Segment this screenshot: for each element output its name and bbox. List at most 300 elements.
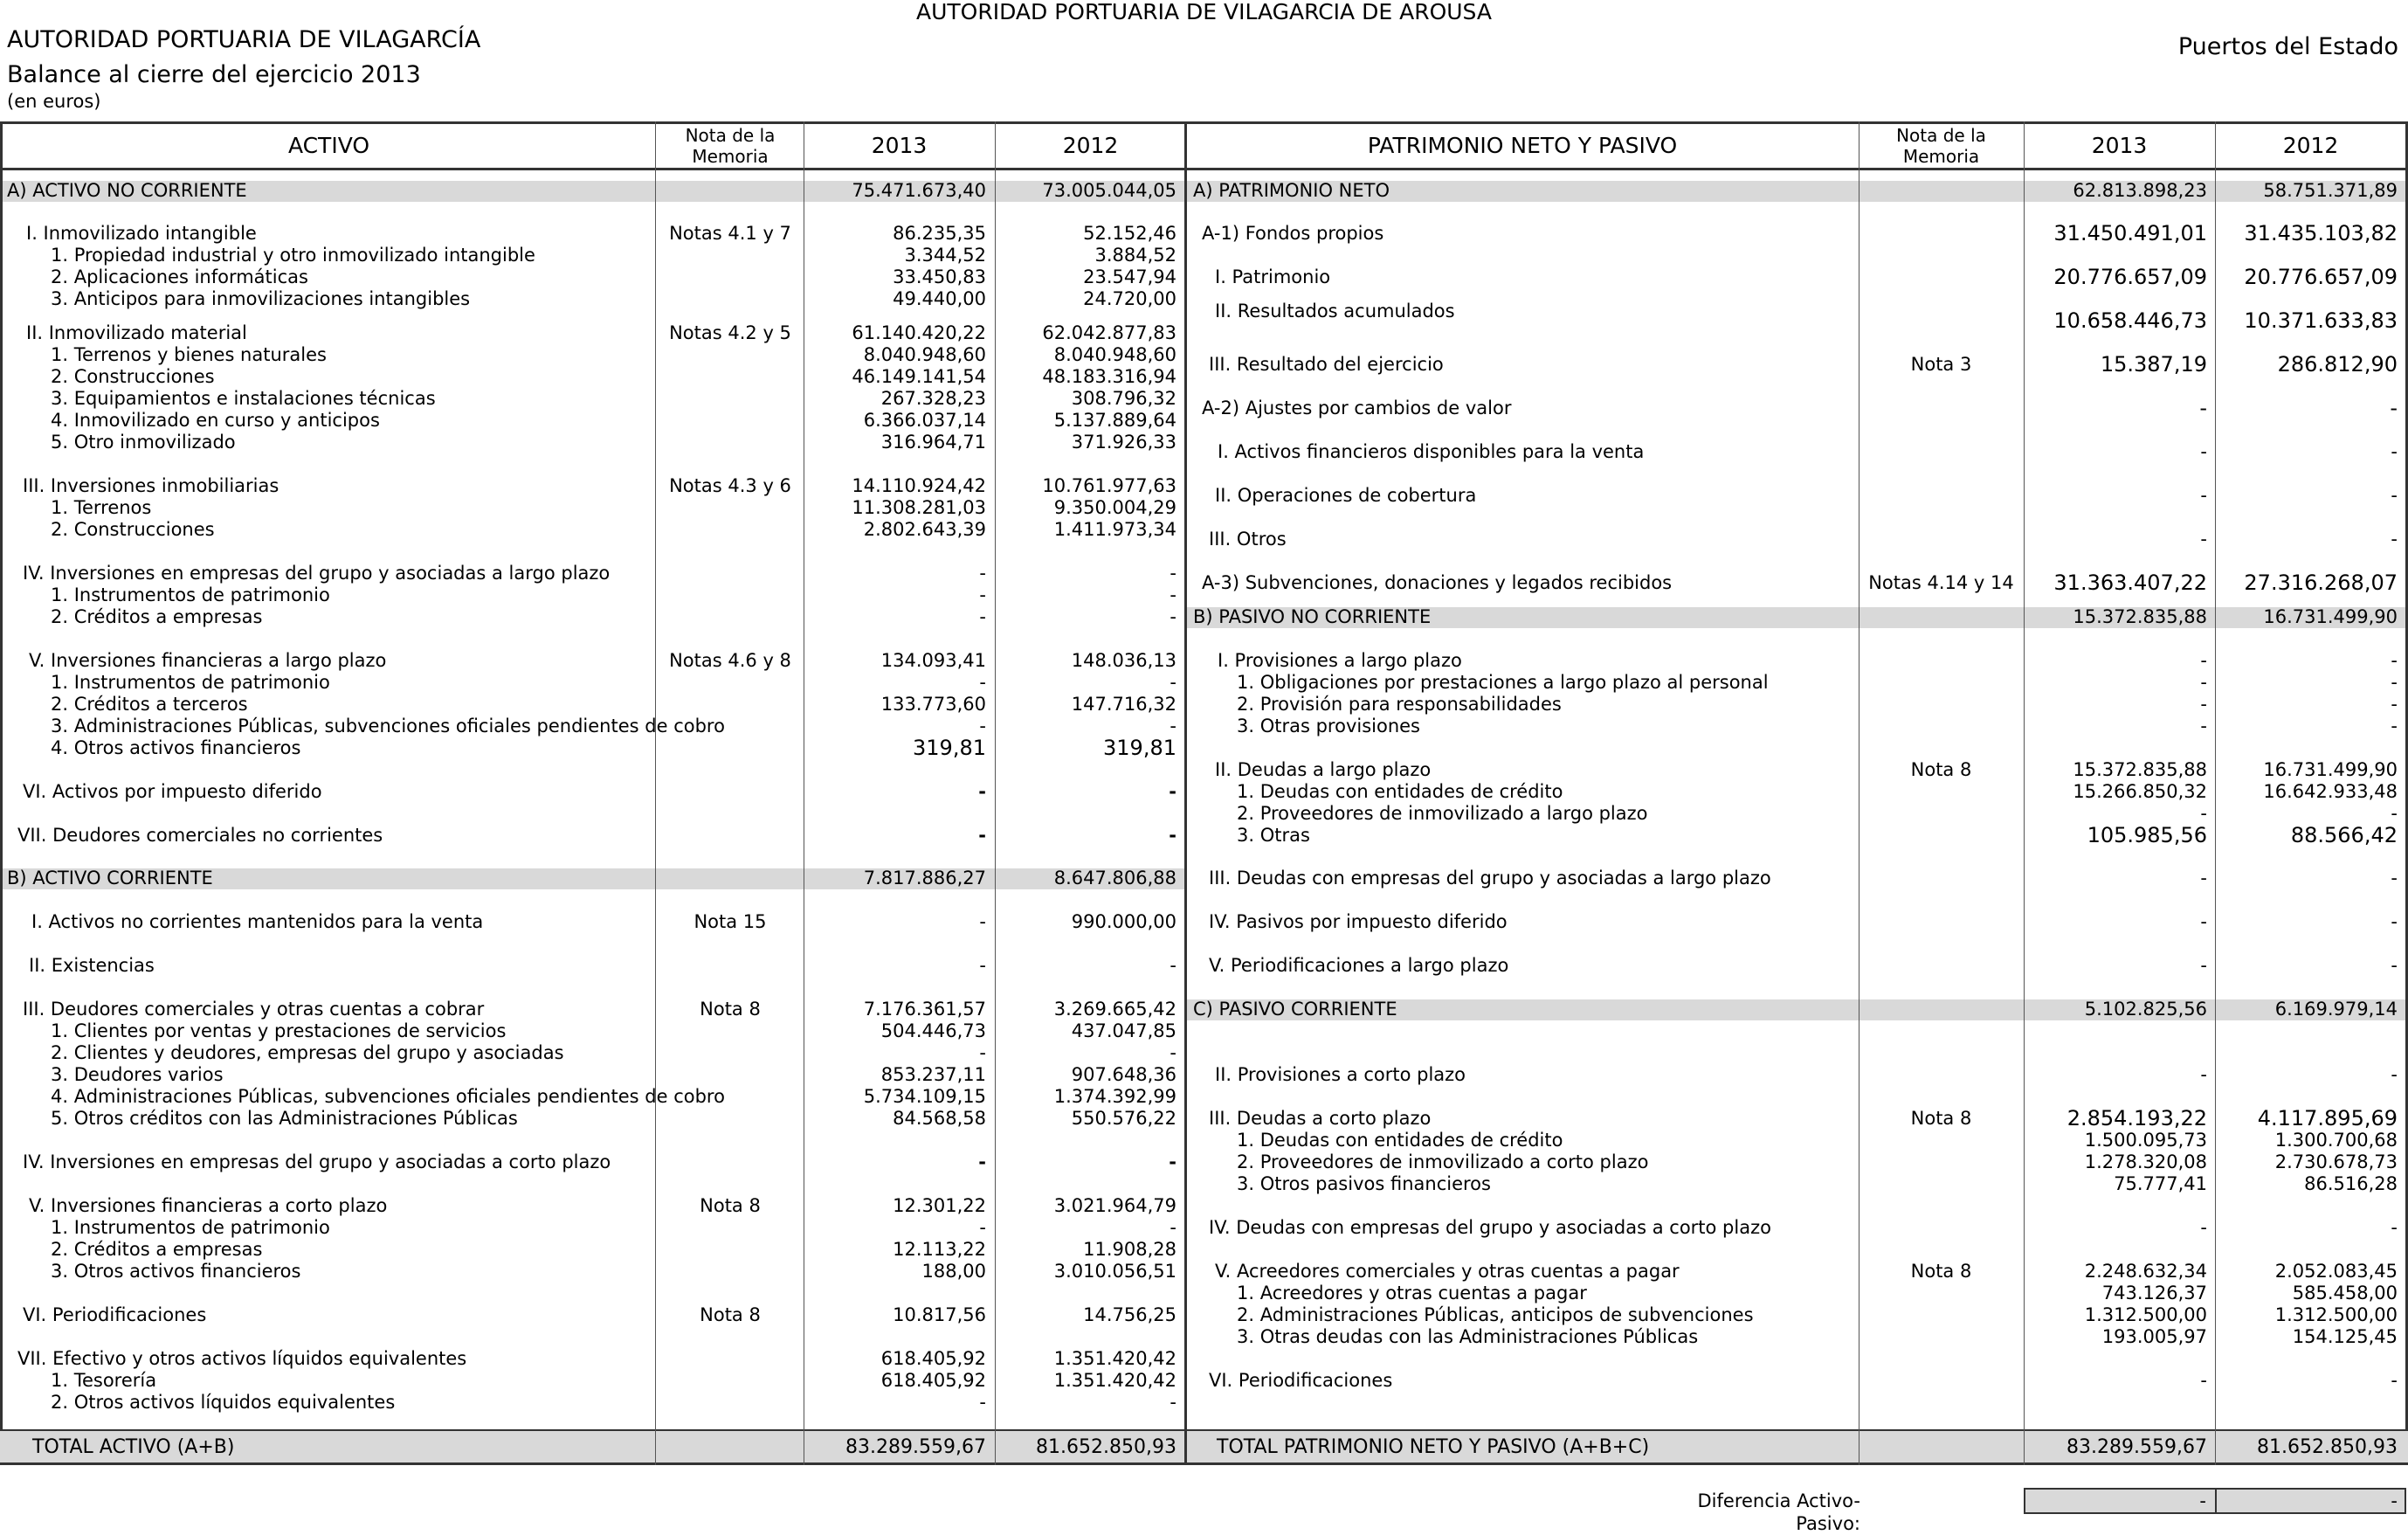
row-label: B) ACTIVO CORRIENTE	[7, 868, 213, 889]
row-value-2012: 3.269.665,42	[1053, 999, 1176, 1020]
row-label: 1. Terrenos y bienes naturales	[51, 344, 327, 365]
row-value-2012: -	[1170, 672, 1176, 693]
row-value-2012: 58.751.371,89	[2263, 180, 2398, 201]
row-label: IV. Inversiones en empresas del grupo y asociadas a corto plazo	[23, 1151, 611, 1172]
row-value-2013: 7.176.361,57	[863, 999, 986, 1020]
row-value-2012: 437.047,85	[1071, 1020, 1176, 1041]
row-label: V. Periodificaciones a largo plazo	[1209, 955, 1509, 976]
row-value-2012: 24.720,00	[1083, 288, 1176, 309]
row-value-2013: -	[979, 716, 986, 736]
table-row	[0, 1392, 2408, 1414]
row-value-2013: -	[2200, 485, 2207, 506]
row-label: II. Inmovilizado material	[26, 322, 247, 343]
row-label: 1. Clientes por ventas y prestaciones de servicios	[51, 1020, 507, 1041]
table-row	[0, 1348, 2408, 1370]
row-label: A-1) Fondos propios	[1202, 223, 1384, 244]
row-value-2012: -	[1169, 1151, 1176, 1172]
row-value-2013: -	[978, 825, 986, 846]
table-row	[0, 223, 2408, 245]
row-value-2012: -	[2391, 485, 2398, 506]
row-value-2012: -	[1170, 1392, 1176, 1413]
row-value-2012: -	[1170, 606, 1176, 627]
row-value-2012: 16.731.499,90	[2263, 759, 2398, 780]
issuer-label: Puertos del Estado	[2177, 33, 2398, 60]
row-value-2012: -	[1169, 781, 1176, 802]
row-value-2013: -	[2200, 529, 2207, 550]
total-activo-label: TOTAL ACTIVO (A+B)	[32, 1436, 235, 1458]
table-row	[0, 1304, 2408, 1326]
row-label: 2. Administraciones Públicas, anticipos de subvenciones	[1237, 1304, 1754, 1325]
row-label: 1. Instrumentos de patrimonio	[51, 584, 330, 605]
row-value-2012: -	[2391, 955, 2398, 976]
row-value-2012: 3.884,52	[1094, 245, 1176, 266]
row-label: A) PATRIMONIO NETO	[1193, 180, 1390, 201]
row-nota: Notas 4.6 y 8	[669, 650, 791, 671]
row-value-2012: -	[2391, 694, 2398, 715]
row-value-2013: 5.734.109,15	[863, 1086, 986, 1107]
row-value-2013: 8.040.948,60	[863, 344, 986, 365]
row-value-2012: -	[1170, 584, 1176, 605]
column-header-pasivo: PATRIMONIO NETO Y PASIVO	[1367, 133, 1678, 158]
row-label: 3. Equipamientos e instalaciones técnicas	[51, 388, 436, 409]
row-label: IV. Pasivos por impuesto diferido	[1209, 911, 1508, 932]
table-row	[0, 737, 2408, 759]
table-row	[0, 1261, 2408, 1283]
row-label: I. Inmovilizado intangible	[26, 223, 257, 244]
row-value-2012: 86.516,28	[2304, 1173, 2398, 1194]
row-value-2012: 585.458,00	[2292, 1283, 2398, 1303]
table-row	[0, 1020, 2408, 1042]
row-value-2013: 75.777,41	[2114, 1173, 2207, 1194]
row-value-2012: -	[1170, 1042, 1176, 1063]
table-row	[0, 266, 2408, 288]
row-value-2012: 8.647.806,88	[1053, 868, 1176, 889]
row-nota: Notas 4.1 y 7	[669, 223, 791, 244]
row-value-2012: 27.316.268,07	[2244, 570, 2398, 595]
row-label: 2. Provisión para responsabilidades	[1237, 694, 1562, 715]
column-header-2012-left: 2012	[1062, 133, 1119, 158]
table-row	[0, 310, 2408, 332]
totals-divider	[0, 1429, 2408, 1431]
row-label: 3. Otros activos financieros	[51, 1261, 301, 1282]
table-row	[0, 1086, 2408, 1108]
row-value-2013: 1.500.095,73	[2084, 1130, 2207, 1151]
row-label: 2. Créditos a empresas	[51, 1239, 263, 1260]
table-row	[0, 441, 2408, 463]
row-value-2012: 73.005.044,05	[1042, 180, 1176, 201]
row-value-2013: -	[979, 563, 986, 584]
table-row	[0, 529, 2408, 550]
row-value-2012: -	[1170, 563, 1176, 584]
table-row	[0, 672, 2408, 694]
row-value-2013: 743.126,37	[2101, 1283, 2207, 1303]
table-row	[0, 1195, 2408, 1217]
row-value-2012: 52.152,46	[1083, 223, 1176, 244]
row-value-2013: 133.773,60	[880, 694, 986, 715]
row-label: II. Provisiones a corto plazo	[1215, 1064, 1466, 1085]
row-value-2013: 15.372.835,88	[2073, 759, 2207, 780]
row-value-2013: -	[2200, 694, 2207, 715]
row-label: I. Activos financieros disponibles para la venta	[1218, 441, 1645, 462]
row-label: 2. Construcciones	[51, 519, 215, 540]
diferencia-box	[2024, 1488, 2406, 1514]
row-value-2012: -	[2391, 716, 2398, 736]
row-label: 2. Créditos a empresas	[51, 606, 263, 627]
row-value-2013: -	[978, 1151, 986, 1172]
row-value-2013: -	[2200, 1217, 2207, 1238]
row-value-2013: -	[2200, 1064, 2207, 1085]
row-value-2012: 8.040.948,60	[1053, 344, 1176, 365]
row-label: V. Acreedores comerciales y otras cuentas a pagar	[1215, 1261, 1680, 1282]
row-label: IV. Deudas con empresas del grupo y asociadas a corto plazo	[1209, 1217, 1771, 1238]
row-label: 5. Otro inmovilizado	[51, 432, 236, 453]
table-row	[0, 1130, 2408, 1151]
row-value-2013: 316.964,71	[880, 432, 986, 453]
row-nota: Nota 3	[1910, 354, 1972, 375]
row-value-2012: 4.117.895,69	[2257, 1106, 2398, 1131]
row-label: 1. Terrenos	[51, 497, 152, 518]
table-row	[0, 694, 2408, 716]
row-value-2012: 88.566,42	[2290, 823, 2398, 847]
row-value-2012: 1.374.392,99	[1053, 1086, 1176, 1107]
row-value-2013: 267.328,23	[880, 388, 986, 409]
table-row	[0, 1042, 2408, 1064]
row-label: 1. Acreedores y otras cuentas a pagar	[1237, 1283, 1587, 1303]
row-value-2012: 16.642.933,48	[2263, 781, 2398, 802]
row-value-2012: 1.351.420,42	[1053, 1348, 1176, 1369]
column-header-2013-left: 2013	[871, 133, 928, 158]
row-value-2012: 31.435.103,82	[2244, 221, 2398, 245]
row-label: 4. Otros activos financieros	[51, 737, 301, 758]
row-value-2012: 1.300.700,68	[2274, 1130, 2398, 1151]
row-label: 2. Clientes y deudores, empresas del grupo y asociadas	[51, 1042, 564, 1063]
total-pasivo-2013: 83.289.559,67	[2066, 1436, 2207, 1458]
row-value-2013: -	[979, 911, 986, 932]
row-value-2012: -	[2391, 441, 2398, 462]
row-label: II. Deudas a largo plazo	[1215, 759, 1432, 780]
section-row	[0, 999, 2408, 1020]
row-value-2013: -	[2200, 955, 2207, 976]
row-value-2013: 10.658.446,73	[2053, 308, 2207, 333]
row-value-2013: 618.405,92	[880, 1370, 986, 1391]
row-nota: Nota 8	[1910, 1108, 1972, 1129]
row-value-2013: 75.471.673,40	[852, 180, 986, 201]
row-label: 5. Otros créditos con las Administraciones Públicas	[51, 1108, 518, 1129]
row-value-2013: -	[2200, 672, 2207, 693]
units-note: (en euros)	[7, 91, 101, 112]
column-header-2012-right: 2012	[2282, 133, 2339, 158]
row-value-2012: 62.042.877,83	[1042, 322, 1176, 343]
row-value-2013: -	[2200, 911, 2207, 932]
section-row	[0, 606, 2408, 628]
table-row	[0, 354, 2408, 376]
row-value-2013: -	[979, 584, 986, 605]
row-nota: Nota 8	[700, 1304, 761, 1325]
row-value-2013: 134.093,41	[880, 650, 986, 671]
row-value-2012: -	[2391, 1217, 2398, 1238]
row-label: A-3) Subvenciones, donaciones y legados recibidos	[1202, 572, 1673, 593]
row-value-2013: 46.149.141,54	[852, 366, 986, 387]
row-value-2013: 319,81	[913, 736, 986, 760]
row-label: 2. Otros activos líquidos equivalentes	[51, 1392, 396, 1413]
row-value-2012: -	[1170, 716, 1176, 736]
row-value-2013: 31.363.407,22	[2053, 570, 2207, 595]
table-row	[0, 1064, 2408, 1086]
document-org-title: AUTORIDAD PORTUARIA DE VILAGARCIA DE AROUSA	[916, 0, 1492, 24]
row-value-2012: 6.169.979,14	[2274, 999, 2398, 1020]
table-row	[0, 781, 2408, 803]
row-label: 1. Obligaciones por prestaciones a largo plazo al personal	[1237, 672, 1769, 693]
row-label: 4. Administraciones Públicas, subvenciones oficiales pendientes de cobro	[51, 1086, 725, 1107]
row-value-2012: -	[2391, 803, 2398, 824]
row-label: 1. Propiedad industrial y otro inmovilizado intangible	[51, 245, 535, 266]
row-value-2013: 6.366.037,14	[863, 410, 986, 431]
row-label: 1. Instrumentos de patrimonio	[51, 1217, 330, 1238]
header-divider	[0, 168, 2408, 170]
row-value-2013: 20.776.657,09	[2053, 265, 2207, 289]
row-value-2013: -	[2200, 868, 2207, 889]
row-label: III. Resultado del ejercicio	[1209, 354, 1444, 375]
row-value-2013: 15.266.850,32	[2073, 781, 2207, 802]
total-activo-2013: 83.289.559,67	[845, 1436, 986, 1458]
row-label: VII. Deudores comerciales no corrientes	[17, 825, 383, 846]
row-value-2012: 319,81	[1103, 736, 1176, 760]
row-value-2013: -	[979, 1042, 986, 1063]
table-row	[0, 716, 2408, 737]
row-value-2012: 20.776.657,09	[2244, 265, 2398, 289]
row-label: III. Inversiones inmobiliarias	[23, 475, 279, 496]
row-value-2013: 31.450.491,01	[2053, 221, 2207, 245]
row-value-2012: 308.796,32	[1071, 388, 1176, 409]
row-label: III. Otros	[1209, 529, 1287, 550]
total-pasivo-2012: 81.652.850,93	[2257, 1436, 2398, 1458]
row-label: 2. Aplicaciones informáticas	[51, 266, 308, 287]
row-label: VI. Activos por impuesto diferido	[23, 781, 322, 802]
table-row	[0, 911, 2408, 933]
row-label: VI. Periodificaciones	[23, 1304, 207, 1325]
row-value-2012: 1.312.500,00	[2274, 1304, 2398, 1325]
row-value-2012: 907.648,36	[1071, 1064, 1176, 1085]
row-value-2013: -	[978, 781, 986, 802]
row-value-2013: 105.985,56	[2087, 823, 2207, 847]
row-value-2012: -	[2391, 672, 2398, 693]
row-label: I. Patrimonio	[1215, 266, 1331, 287]
row-value-2013: 49.440,00	[893, 288, 986, 309]
row-label: III. Deudores comerciales y otras cuentas a cobrar	[23, 999, 485, 1020]
row-label: 2. Proveedores de inmovilizado a corto plazo	[1237, 1151, 1649, 1172]
totals-row	[0, 1435, 2408, 1460]
row-label: 1. Instrumentos de patrimonio	[51, 672, 330, 693]
row-label: C) PASIVO CORRIENTE	[1193, 999, 1397, 1020]
row-value-2013: 86.235,35	[893, 223, 986, 244]
table-row	[0, 955, 2408, 977]
column-header-activo: ACTIVO	[287, 133, 370, 158]
row-label: 3. Anticipos para inmovilizaciones intangibles	[51, 288, 471, 309]
row-value-2012: 10.761.977,63	[1042, 475, 1176, 496]
row-nota: Notas 4.3 y 6	[669, 475, 791, 496]
row-label: I. Activos no corrientes mantenidos para la venta	[31, 911, 484, 932]
row-value-2012: 1.411.973,34	[1053, 519, 1176, 540]
row-label: III. Deudas con empresas del grupo y asociadas a largo plazo	[1209, 868, 1771, 889]
row-value-2013: 618.405,92	[880, 1348, 986, 1369]
row-value-2013: 15.387,19	[2100, 352, 2207, 377]
row-value-2013: 11.308.281,03	[852, 497, 986, 518]
row-value-2013: 7.817.886,27	[863, 868, 986, 889]
total-activo-2012: 81.652.850,93	[1036, 1436, 1176, 1458]
total-pasivo-label: TOTAL PATRIMONIO NETO Y PASIVO (A+B+C)	[1217, 1436, 1650, 1458]
row-value-2012: 16.731.499,90	[2263, 606, 2398, 627]
table-row	[0, 572, 2408, 594]
row-label: 4. Inmovilizado en curso y anticipos	[51, 410, 380, 431]
row-value-2013: 2.802.643,39	[863, 519, 986, 540]
row-value-2012: -	[1170, 1217, 1176, 1238]
row-label: 3. Otros pasivos financieros	[1237, 1173, 1491, 1194]
row-label: VI. Periodificaciones	[1209, 1370, 1393, 1391]
row-value-2013: -	[2200, 441, 2207, 462]
row-value-2012: -	[1170, 955, 1176, 976]
row-value-2012: 5.137.889,64	[1053, 410, 1176, 431]
row-value-2012: -	[2391, 650, 2398, 671]
table-row	[0, 1151, 2408, 1173]
row-value-2012: 148.036,13	[1071, 650, 1176, 671]
row-nota: Notas 4.2 y 5	[669, 322, 791, 343]
diferencia-2013: -	[2199, 1490, 2206, 1511]
row-nota: Nota 8	[1910, 1261, 1972, 1282]
row-value-2013: 504.446,73	[880, 1020, 986, 1041]
row-value-2012: 2.730.678,73	[2274, 1151, 2398, 1172]
diferencia-label: Diferencia Activo-Pasivo:	[1697, 1490, 1860, 1534]
row-value-2013: 62.813.898,23	[2073, 180, 2207, 201]
row-value-2013: 188,00	[921, 1261, 986, 1282]
row-value-2012: -	[2391, 1064, 2398, 1085]
row-label: B) PASIVO NO CORRIENTE	[1193, 606, 1432, 627]
row-value-2012: 147.716,32	[1071, 694, 1176, 715]
row-value-2012: 1.351.420,42	[1053, 1370, 1176, 1391]
row-value-2012: 23.547,94	[1083, 266, 1176, 287]
row-label: 3. Administraciones Públicas, subvenciones oficiales pendientes de cobro	[51, 716, 725, 736]
row-value-2013: 193.005,97	[2101, 1326, 2207, 1347]
row-value-2013: 12.113,22	[893, 1239, 986, 1260]
row-value-2012: -	[2391, 911, 2398, 932]
row-label: 3. Deudores varios	[51, 1064, 224, 1085]
row-label: V. Inversiones financieras a corto plazo	[29, 1195, 388, 1216]
row-value-2013: 3.344,52	[904, 245, 986, 266]
row-label: 3. Otras deudas con las Administraciones Públicas	[1237, 1326, 1699, 1347]
row-value-2013: -	[979, 1217, 986, 1238]
table-row	[0, 245, 2408, 266]
row-value-2013: 1.278.320,08	[2084, 1151, 2207, 1172]
row-value-2013: 2.854.193,22	[2066, 1106, 2207, 1131]
column-header-nota-right: Nota de la Memoria	[1896, 125, 1986, 167]
row-value-2013: -	[2200, 1370, 2207, 1391]
row-value-2013: 2.248.632,34	[2084, 1261, 2207, 1282]
table-row	[0, 803, 2408, 825]
row-label: V. Inversiones financieras a largo plazo	[29, 650, 387, 671]
row-value-2012: 14.756,25	[1083, 1304, 1176, 1325]
row-value-2013: 10.817,56	[893, 1304, 986, 1325]
row-value-2012: 2.052.083,45	[2274, 1261, 2398, 1282]
row-value-2013: 5.102.825,56	[2084, 999, 2207, 1020]
table-row	[0, 1370, 2408, 1392]
row-value-2012: -	[2390, 396, 2398, 420]
table-row	[0, 398, 2408, 419]
table-row	[0, 650, 2408, 672]
row-label: 2. Créditos a terceros	[51, 694, 248, 715]
table-row	[0, 1108, 2408, 1130]
row-value-2012: 286.812,90	[2277, 352, 2398, 377]
table-row	[0, 1283, 2408, 1304]
row-nota: Nota 8	[1910, 759, 1972, 780]
row-value-2013: 14.110.924,42	[852, 475, 986, 496]
row-value-2013: -	[2200, 716, 2207, 736]
diferencia-2012: -	[2391, 1490, 2398, 1511]
row-value-2013: 84.568,58	[893, 1108, 986, 1129]
row-nota: Nota 8	[700, 999, 761, 1020]
row-label: 3. Otras	[1237, 825, 1310, 846]
row-value-2013: 15.372.835,88	[2073, 606, 2207, 627]
document-subtitle: Balance al cierre del ejercicio 2013	[7, 61, 421, 88]
table-row	[0, 485, 2408, 507]
row-nota: Nota 15	[693, 911, 767, 932]
row-value-2012: 371.926,33	[1071, 432, 1176, 453]
row-label: I. Provisiones a largo plazo	[1218, 650, 1462, 671]
row-label: A-2) Ajustes por cambios de valor	[1202, 398, 1512, 418]
row-label: 1. Tesorería	[51, 1370, 157, 1391]
row-nota: Notas 4.14 y 14	[1868, 572, 2014, 593]
row-value-2012: 154.125,45	[2292, 1326, 2398, 1347]
row-value-2012: 9.350.004,29	[1053, 497, 1176, 518]
row-label: IV. Inversiones en empresas del grupo y asociadas a largo plazo	[23, 563, 611, 584]
row-value-2013: -	[2200, 803, 2207, 824]
row-value-2012: 550.576,22	[1071, 1108, 1176, 1129]
row-value-2013: 1.312.500,00	[2084, 1304, 2207, 1325]
table-row	[0, 1173, 2408, 1195]
row-label: 1. Deudas con entidades de crédito	[1237, 1130, 1563, 1151]
row-value-2012: 3.021.964,79	[1053, 1195, 1176, 1216]
row-label: III. Deudas a corto plazo	[1209, 1108, 1432, 1129]
column-header-2013-right: 2013	[2091, 133, 2148, 158]
row-label: A) ACTIVO NO CORRIENTE	[7, 180, 247, 201]
row-label: 1. Deudas con entidades de crédito	[1237, 781, 1563, 802]
row-value-2013: 853.237,11	[880, 1064, 986, 1085]
row-value-2013: 61.140.420,22	[852, 322, 986, 343]
row-nota: Nota 8	[700, 1195, 761, 1216]
row-value-2013: -	[979, 955, 986, 976]
table-row	[0, 759, 2408, 781]
row-label: 2. Proveedores de inmovilizado a largo plazo	[1237, 803, 1648, 824]
row-value-2013: -	[979, 672, 986, 693]
column-header-nota-left: Nota de la Memoria	[685, 125, 776, 167]
row-label: 3. Otras provisiones	[1237, 716, 1420, 736]
document-org-name: AUTORIDAD PORTUARIA DE VILAGARCÍA	[7, 26, 481, 53]
row-value-2012: 3.010.056,51	[1053, 1261, 1176, 1282]
table-row	[0, 1239, 2408, 1261]
row-value-2013: -	[979, 1392, 986, 1413]
row-value-2012: -	[2391, 868, 2398, 889]
row-label: 2. Construcciones	[51, 366, 215, 387]
row-value-2012: -	[1169, 825, 1176, 846]
row-value-2012: -	[2391, 1370, 2398, 1391]
row-value-2013: -	[979, 606, 986, 627]
section-row	[0, 180, 2408, 202]
row-value-2013: 12.301,22	[893, 1195, 986, 1216]
row-value-2012: 11.908,28	[1083, 1239, 1176, 1260]
row-value-2012: 10.371.633,83	[2244, 308, 2398, 333]
row-label: VII. Efectivo y otros activos líquidos equivalentes	[17, 1348, 467, 1369]
row-value-2013: -	[2199, 396, 2207, 420]
table-row	[0, 1326, 2408, 1348]
row-label: II. Existencias	[29, 955, 155, 976]
